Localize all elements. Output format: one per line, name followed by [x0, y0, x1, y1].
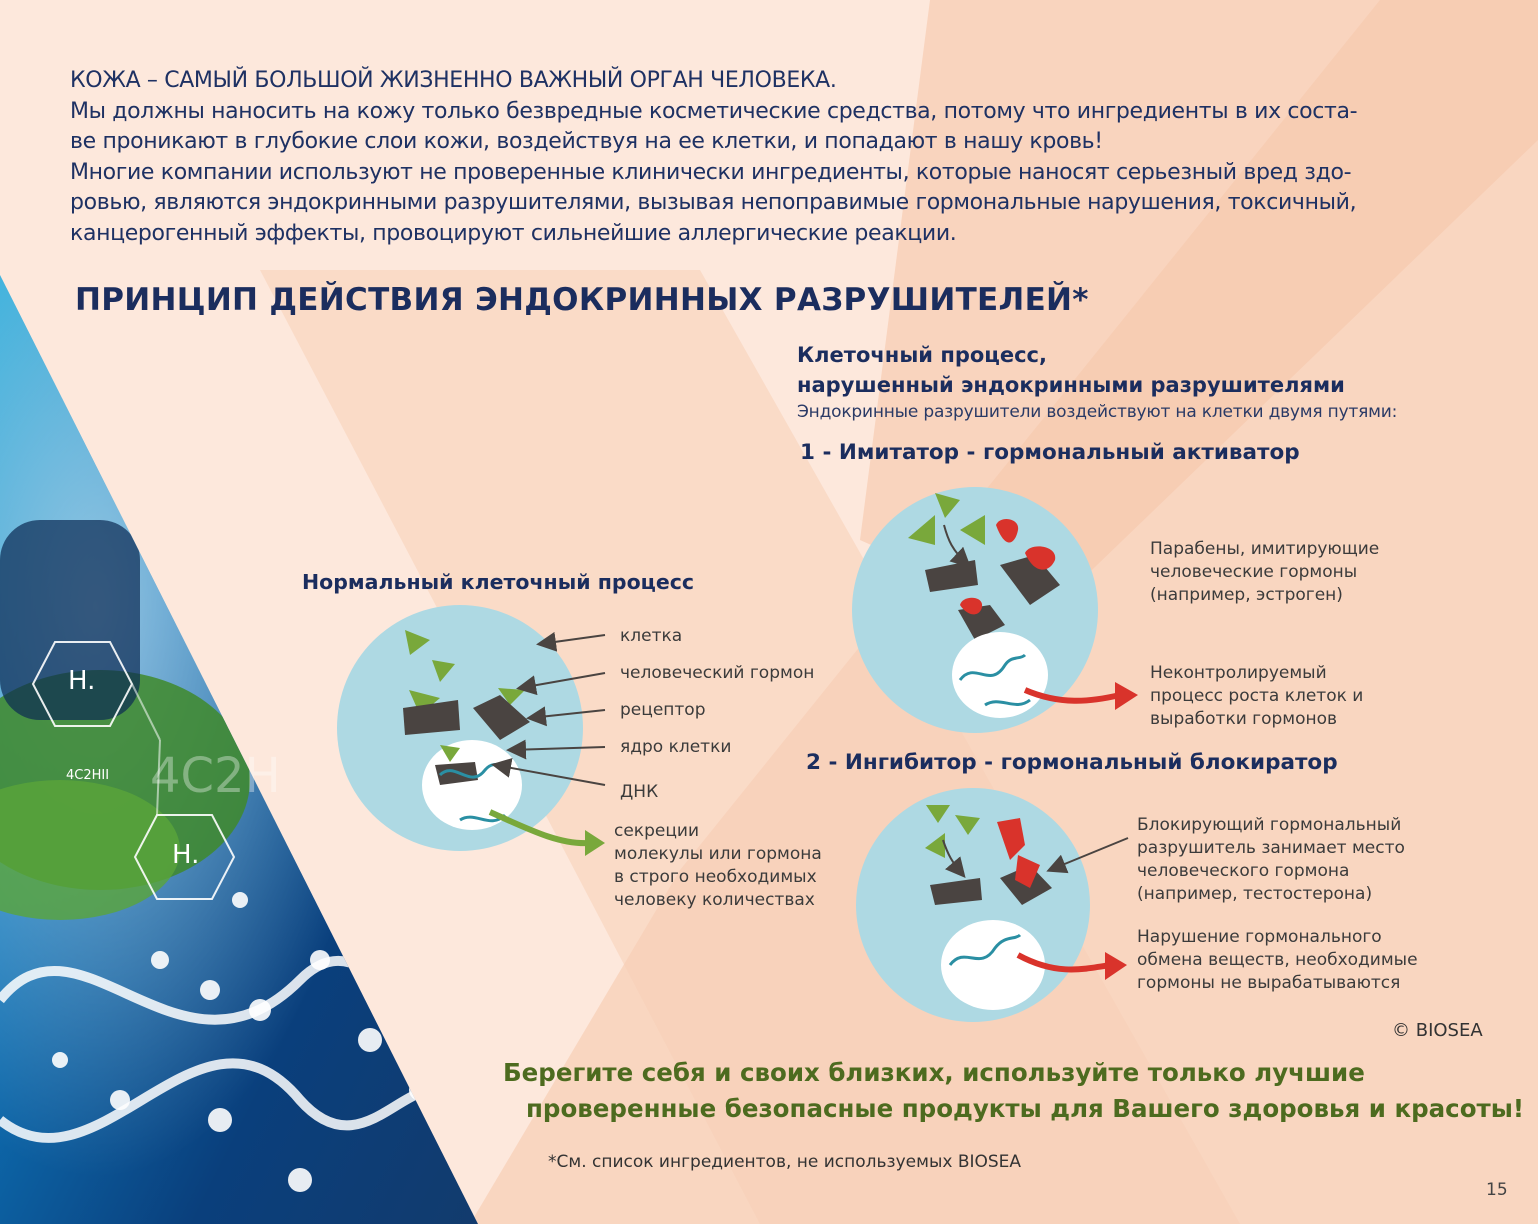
label-line: человеческого гормона	[1137, 861, 1350, 881]
label-line: молекулы или гормона	[614, 844, 822, 864]
label-line: Нарушение гормонального	[1137, 927, 1382, 947]
hex-label-2: H.	[172, 840, 200, 870]
intro-line: канцерогенный эффекты, провоцируют сильнейшие аллергические реакции.	[70, 220, 957, 246]
label-line: (например, тестостерона)	[1137, 884, 1373, 904]
label-line: выработки гормонов	[1150, 709, 1338, 729]
blocker-cell	[856, 788, 1128, 1022]
label-line: процесс роста клеток и	[1150, 686, 1364, 706]
label-line: гормоны не вырабатываются	[1137, 973, 1401, 993]
disrupted-heading-line: Клеточный процесс,	[797, 343, 1047, 367]
closing-line: Берегите себя и своих близких, используйте только лучшие	[503, 1058, 1365, 1087]
hex-label-1: H.	[68, 666, 96, 696]
label-cell: клетка	[620, 626, 683, 646]
formula-small: 4C2HII	[66, 768, 110, 783]
label-line: секреции	[614, 821, 699, 841]
closing-line: проверенные безопасные продукты для Вашего здоровья и красоты!	[526, 1094, 1525, 1123]
mimic-label-parabens	[1150, 538, 1379, 607]
label-line: Парабены, имитирующие	[1150, 539, 1380, 559]
label-nucleus: ядро клетки	[620, 737, 732, 757]
normal-title: Нормальный клеточный процесс	[302, 570, 695, 594]
label-hormone: человеческий гормон	[620, 663, 815, 683]
closing-message	[503, 1055, 1524, 1127]
disrupted-heading-line: нарушенный эндокринными разрушителями	[797, 373, 1345, 397]
mimic-title: 1 - Имитатор - гормональный активатор	[800, 440, 1300, 465]
blocker-label-metabolism	[1137, 926, 1418, 995]
normal-cell	[337, 605, 605, 856]
intro-line: ровью, являются эндокринными разрушителями, вызывая непоправимые гормональные нарушения, токсичный,	[70, 190, 1357, 215]
mimic-label-uncontrolled	[1150, 662, 1363, 731]
main-title: ПРИНЦИП ДЕЙСТВИЯ ЭНДОКРИННЫХ РАЗРУШИТЕЛЕЙ*	[75, 282, 1089, 318]
label-line: (например, эстроген)	[1150, 585, 1343, 605]
mimic-cell	[852, 487, 1138, 733]
label-line: человеческие гормоны	[1150, 562, 1358, 582]
blocker-label-disruptor	[1137, 814, 1405, 906]
formula-big: 4C2H	[150, 748, 281, 804]
label-line: Блокирующий гормональный	[1137, 815, 1402, 835]
label-receptor: рецептор	[620, 700, 706, 720]
label-secretion	[614, 820, 822, 912]
intro-line: Многие компании используют не проверенные клинически ингредиенты, которые наносят серьезный вред здо-	[70, 159, 1352, 185]
intro-line: Мы должны наносить на кожу только безвредные косметические средства, потому что ингредиенты в их соста-	[70, 98, 1358, 124]
label-line: человеку количествах	[614, 890, 815, 910]
label-line: разрушитель занимает место	[1137, 838, 1405, 858]
label-line: в строго необходимых	[614, 867, 817, 887]
footnote: *См. список ингредиентов, не используемых BIOSEA	[548, 1152, 1022, 1172]
blocker-title: 2 - Ингибитор - гормональный блокиратор	[806, 750, 1338, 775]
disrupted-subtitle: Эндокринные разрушители воздействуют на клетки двумя путями:	[797, 402, 1398, 422]
intro-line: ве проникают в глубокие слои кожи, воздействуя на ее клетки, и попадают в нашу кровь!	[70, 129, 1103, 154]
copyright: © BIOSEA	[1392, 1020, 1483, 1041]
intro-line: КОЖА – САМЫЙ БОЛЬШОЙ ЖИЗНЕННО ВАЖНЫЙ ОРГАН ЧЕЛОВЕКА.	[70, 68, 837, 93]
label-dna: ДНК	[620, 782, 659, 802]
label-line: обмена веществ, необходимые	[1137, 950, 1418, 970]
label-line: Неконтролируемый	[1150, 663, 1327, 683]
page-number: 15	[1486, 1180, 1508, 1200]
